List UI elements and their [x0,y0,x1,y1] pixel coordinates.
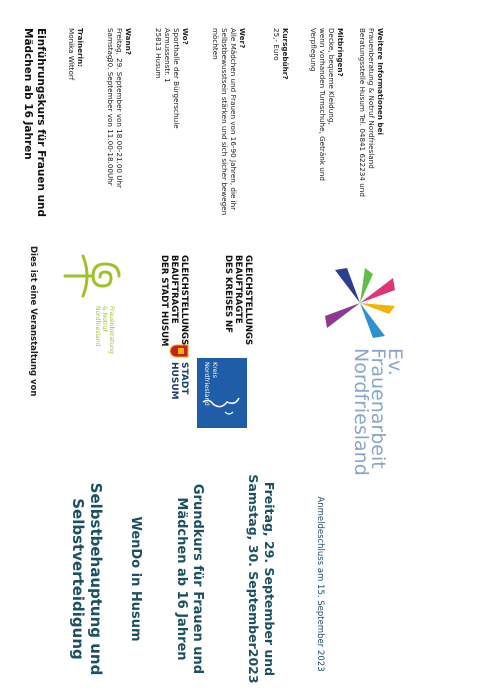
frauen-logo-line-1: Frauenberatung [108,306,115,354]
frauenberatung-logo [57,246,127,356]
wann-label: Wann? [124,28,133,55]
stadt-line-2: HUSUM [169,362,179,400]
ev-line-1: Ev. Frauenarbeit [367,348,406,469]
trainerin-name: Monika Wittorf [67,28,76,81]
wo-line-2: Asmussenstr. 1 [163,28,172,83]
cross-petals-icon [315,258,405,348]
saturday-time: 30. September von 11.00-18.00Uhr [106,58,115,186]
info-line-1: Frauenberatung & Notruf Nordfriesland [367,28,376,169]
gleichstellung-stadt-text [159,255,189,347]
friday-time: 29. September von 18.00-21.00 Uhr [115,58,124,189]
info-block [358,28,385,243]
veranstaltung-text: Dies ist eine Veranstaltung von [28,246,38,397]
grundkurs-title [173,469,205,689]
saturday-label: Samstag, [106,28,115,62]
city-crest-icon [169,344,189,358]
title-line-2: Selbstverteidigung [69,498,87,660]
wo-label: Wo? [181,28,190,45]
gebuehr-block [272,28,290,80]
course-dates [245,469,277,689]
mitbringen-line-3: Verpflegung [309,28,318,72]
frauen-logo-line-2: & Notruf [101,306,108,332]
trainerin-label: Trainerin: [76,28,85,67]
ev-frauenarbeit-logo [315,248,465,476]
stadt-husum-logo [169,362,189,400]
kreis-line-1: Kreis [211,362,219,378]
wo-line-3: 25813 Husum [154,28,163,79]
heading-line-1: Einführungskurs für Frauen und [35,28,47,218]
grund-line-1: Grundkurs für Frauen und [190,483,205,675]
kreis-line-2: Nordfriesland [203,362,211,406]
mitbringen-line-1: Decke, bequeme Kleidung, [327,28,336,125]
title-line-1: Selbstbehauptung und [87,482,105,676]
wann-block [106,28,133,238]
wer-block [211,28,247,243]
gebuehr-value: 25,- Euro [272,28,281,61]
info-line-2: Beratungsstelle Husum Tel. 04841 622234 und [358,28,367,197]
date-line-1: Freitag, 29. September und [262,481,277,677]
gleich1-line-3: DER STADT HUSUM [159,255,169,347]
frauenberatung-wordmark [94,306,115,354]
gleich2-line-1: GLEICHSTELLUNGS [243,255,253,346]
mitbringen-line-2: wenn vorhanden Turnschuhe, Getränk und [318,28,327,181]
spiral-figure-icon [57,246,127,356]
stadt-line-1: STADT [179,362,189,395]
organisers-panel [0,240,495,476]
trainerin-block [67,28,85,80]
grund-line-2: Mädchen ab 16 Jahren [174,497,189,661]
details-heading [21,28,47,217]
info-label: Weitere Informationen bei [376,28,385,135]
mitbringen-label: Mitbringen? [336,28,345,77]
gebuehr-label: Kursgebühr? [281,28,290,80]
date-line-2: Samstag, 30. September2023 [246,474,261,684]
gleich2-line-3: DES KREISES NF [223,255,233,333]
main-title [69,469,105,689]
details-panel [0,26,495,246]
gleichstellung-kreis-text [223,255,253,345]
mitbringen-block [309,28,345,228]
kreis-nordfriesland-logo [197,358,247,428]
wer-line-1: Alle Mädchen und Frauen von 16-90 Jahren, die ihr [229,28,238,211]
gleich2-line-2: BEAUFTRAGTE [233,255,243,324]
cover-panel [0,455,495,695]
friday-label: Freitag, [115,28,124,55]
registration-deadline: Anmeldeschluss am 15. September 2023 [315,496,325,672]
wo-block [154,28,190,129]
kreis-wordmark [203,362,219,406]
ev-line-2: Nordfriesland [350,348,372,476]
wer-line-2: Selbstbewusstsein stärken und sich sicher bewegen [220,28,229,216]
heading-line-2: Mädchen ab 16 Jahren [22,28,34,160]
wer-label: Wer? [238,28,247,49]
wer-line-3: möchten [211,28,220,60]
gleich1-line-2: BEAUFTRAGTE [169,255,179,324]
wo-line-1: Sporthalle der Bürgerschule [172,28,181,129]
gleich1-line-1: GLEICHSTELLUNGS [179,255,189,346]
wendo-subtitle: WenDo in Husum [128,516,143,642]
frauen-logo-line-3: Nordfriesland [94,306,101,347]
